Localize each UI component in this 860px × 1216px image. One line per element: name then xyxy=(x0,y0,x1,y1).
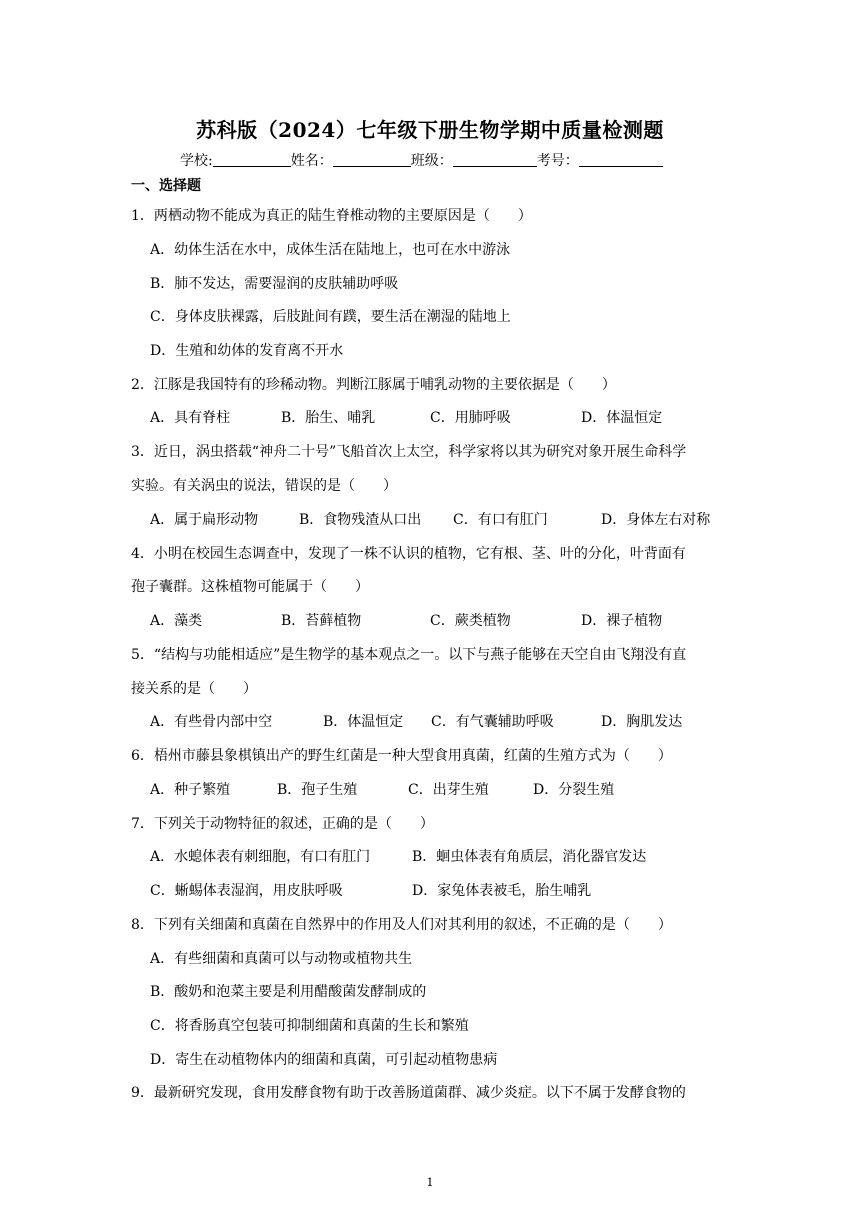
question-4-stem-line-1: 4．小明在校园生态调查中，发现了一株不认识的植物，它有根、茎、叶的分化，叶背面有 xyxy=(131,546,686,562)
question-5-stem-line-2: 接关系的是（ ） xyxy=(131,681,257,697)
question-4-stem-line-2: 孢子囊群。这株植物可能属于（ ） xyxy=(131,579,369,595)
name-label: 姓名： xyxy=(290,153,333,169)
page-number: 1 xyxy=(426,1176,434,1189)
question-8-option-d: D．寄生在动植物体内的细菌和真菌，可引起动植物患病 xyxy=(150,1052,498,1068)
school-label: 学校: xyxy=(180,153,213,169)
question-2-option-d: D．体温恒定 xyxy=(581,410,663,426)
question-7-stem: 7．下列关于动物特征的叙述，正确的是（ ） xyxy=(131,816,434,832)
name-blank[interactable] xyxy=(333,152,411,167)
question-6-option-c: C．出芽生殖 xyxy=(408,782,489,798)
class-blank[interactable] xyxy=(453,152,537,167)
question-1-option-d: D．生殖和幼体的发育离不开水 xyxy=(150,343,344,359)
question-4-option-d: D．裸子植物 xyxy=(581,613,663,629)
question-2-option-b: B．胎生、哺乳 xyxy=(281,410,376,426)
question-3-option-d: D．身体左右对称 xyxy=(601,512,711,528)
question-7-option-d: D．家兔体表被毛，胎生哺乳 xyxy=(412,883,592,899)
question-7-option-a: A．水螅体表有刺细胞，有口有肛门 xyxy=(150,849,371,865)
question-3-option-b: B．食物残渣从口出 xyxy=(299,512,422,528)
question-6-option-a: A．种子繁殖 xyxy=(150,782,231,798)
exam-no-label: 考号： xyxy=(536,153,579,169)
question-3-stem-line-2: 实验。有关涡虫的说法，错误的是（ ） xyxy=(131,478,397,494)
question-2-option-a: A．具有脊柱 xyxy=(150,410,231,426)
question-7-option-c: C．蜥蜴体表湿润，用皮肤呼吸 xyxy=(150,883,343,899)
question-2-stem: 2．江豚是我国特有的珍稀动物。判断江豚属于哺乳动物的主要依据是（ ） xyxy=(131,377,616,393)
question-7-option-b: B．蛔虫体表有角质层，消化器官发达 xyxy=(412,849,647,865)
question-8-option-c: C．将香肠真空包装可抑制细菌和真菌的生长和繁殖 xyxy=(150,1018,469,1034)
question-3-option-c: C．有口有肛门 xyxy=(453,512,548,528)
section-heading: 一、选择题 xyxy=(131,178,201,194)
question-1-stem: 1．两栖动物不能成为真正的陆生脊椎动物的主要原因是（ ） xyxy=(131,208,532,224)
question-8-stem: 8．下列有关细菌和真菌在自然界中的作用及人们对其利用的叙述，不正确的是（ ） xyxy=(131,917,672,933)
question-3-stem-line-1: 3．近日，涡虫搭载“神舟二十号”飞船首次上太空，科学家将以其为研究对象开展生命科学 xyxy=(131,444,687,460)
question-6-option-b: B．孢子生殖 xyxy=(277,782,358,798)
question-8-option-a: A．有些细菌和真菌可以与动物或植物共生 xyxy=(150,951,413,967)
question-6-option-d: D．分裂生殖 xyxy=(533,782,615,798)
question-4-option-b: B．苔藓植物 xyxy=(281,613,362,629)
question-8-option-b: B．酸奶和泡菜主要是利用醋酸菌发酵制成的 xyxy=(150,984,427,1000)
question-3-option-a: A．属于扁形动物 xyxy=(150,512,259,528)
page-title: 苏科版（2024）七年级下册生物学期中质量检测题 xyxy=(196,118,664,142)
question-5-option-d: D．胸肌发达 xyxy=(601,714,683,730)
question-9-stem-line-1: 9．最新研究发现，食用发酵食物有助于改善肠道菌群、减少炎症。以下不属于发酵食物的 xyxy=(131,1085,686,1101)
question-5-option-a: A．有些骨内部中空 xyxy=(150,714,273,730)
student-info-row xyxy=(180,150,663,170)
exam-no-blank[interactable] xyxy=(579,152,663,167)
class-label: 班级： xyxy=(410,153,453,169)
question-6-stem: 6．梧州市藤县象棋镇出产的野生红菌是一种大型食用真菌，红菌的生殖方式为（ ） xyxy=(131,748,672,764)
question-1-option-c: C．身体皮肤裸露，后肢趾间有蹼，要生活在潮湿的陆地上 xyxy=(150,309,511,325)
question-1-option-b: B．肺不发达，需要湿润的皮肤辅助呼吸 xyxy=(150,276,399,292)
question-5-stem-line-1: 5．“结构与功能相适应”是生物学的基本观点之一。以下与燕子能够在天空自由飞翔没有直 xyxy=(131,647,687,663)
question-4-option-c: C．蕨类植物 xyxy=(430,613,511,629)
question-5-option-c: C．有气囊辅助呼吸 xyxy=(431,714,554,730)
question-4-option-a: A．藻类 xyxy=(150,613,203,629)
question-2-option-c: C．用肺呼吸 xyxy=(430,410,511,426)
question-1-option-a: A．幼体生活在水中，成体生活在陆地上，也可在水中游泳 xyxy=(150,242,511,258)
school-blank[interactable] xyxy=(213,152,291,167)
question-5-option-b: B．体温恒定 xyxy=(323,714,404,730)
